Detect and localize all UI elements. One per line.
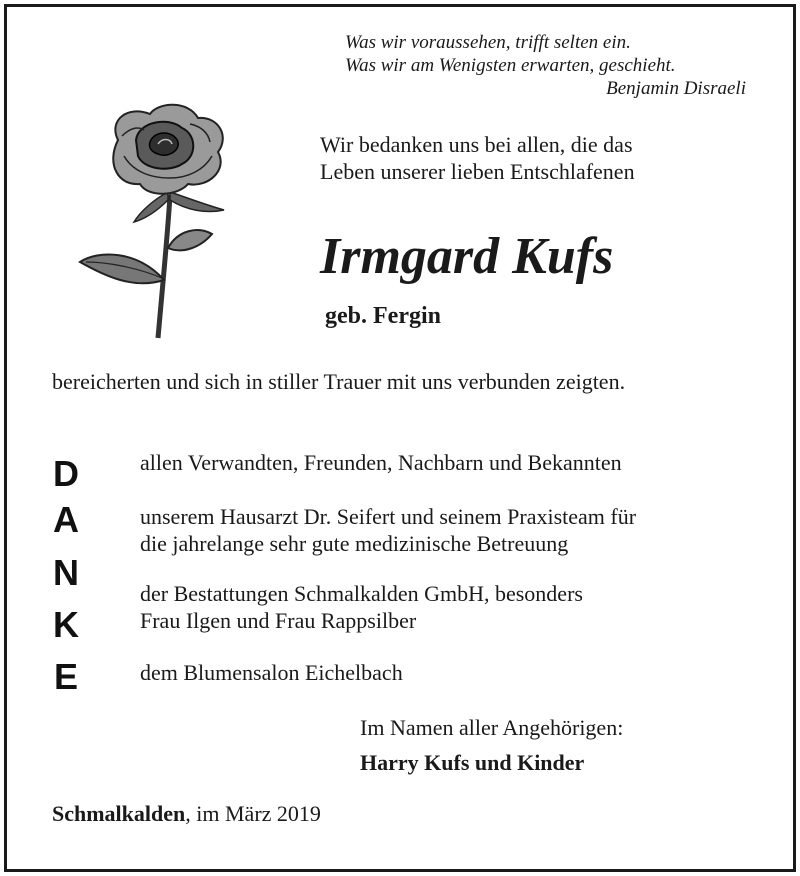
intro-text — [320, 131, 635, 185]
danke-letter-d: D — [53, 453, 79, 494]
place-date: , im März 2019 — [185, 801, 321, 826]
thanks-item — [140, 449, 622, 476]
danke-letter-k: K — [53, 604, 79, 645]
quote-author: Benjamin Disraeli — [606, 78, 746, 99]
closing-line: bereicherten und sich in stiller Trauer mit uns verbunden zeigten. — [52, 369, 626, 394]
maiden-name: geb. Fergin — [325, 303, 441, 329]
signature-names: Harry Kufs und Kinder — [360, 750, 585, 775]
place-and-date — [52, 800, 321, 828]
thanks-item-line: allen Verwandten, Freunden, Nachbarn und Bekannten — [140, 450, 622, 475]
thanks-item-line: der Bestattungen Schmalkalden GmbH, besonders — [140, 581, 583, 606]
thanks-item-line: unserem Hausarzt Dr. Seifert und seinem Praxisteam für — [140, 504, 637, 529]
intro-line-1: Wir bedanken uns bei allen, die das — [320, 132, 633, 157]
thanks-item — [140, 503, 750, 557]
thanks-item — [140, 659, 403, 686]
danke-letter-e: E — [53, 656, 78, 697]
thanks-item-line: Frau Ilgen und Frau Rappsilber — [140, 608, 417, 633]
thanks-item — [140, 580, 583, 634]
quote-line-2: Was wir am Wenigsten erwarten, geschieht. — [345, 55, 676, 76]
quote-line-1: Was wir voraussehen, trifft selten ein. — [345, 32, 631, 53]
danke-letter-n: N — [53, 552, 79, 593]
thanks-item-line: dem Blumensalon Eichelbach — [140, 660, 403, 685]
danke-letter-a: A — [53, 499, 79, 540]
deceased-name: Irmgard Kufs — [320, 228, 614, 285]
place-city: Schmalkalden — [52, 801, 186, 826]
signature-intro: Im Namen aller Angehörigen: — [360, 715, 624, 740]
thanks-item-line: die jahrelange sehr gute medizinische Betreuung — [140, 531, 569, 556]
intro-line-2: Leben unserer lieben Entschlafenen — [320, 159, 635, 184]
rose-icon — [78, 100, 238, 340]
